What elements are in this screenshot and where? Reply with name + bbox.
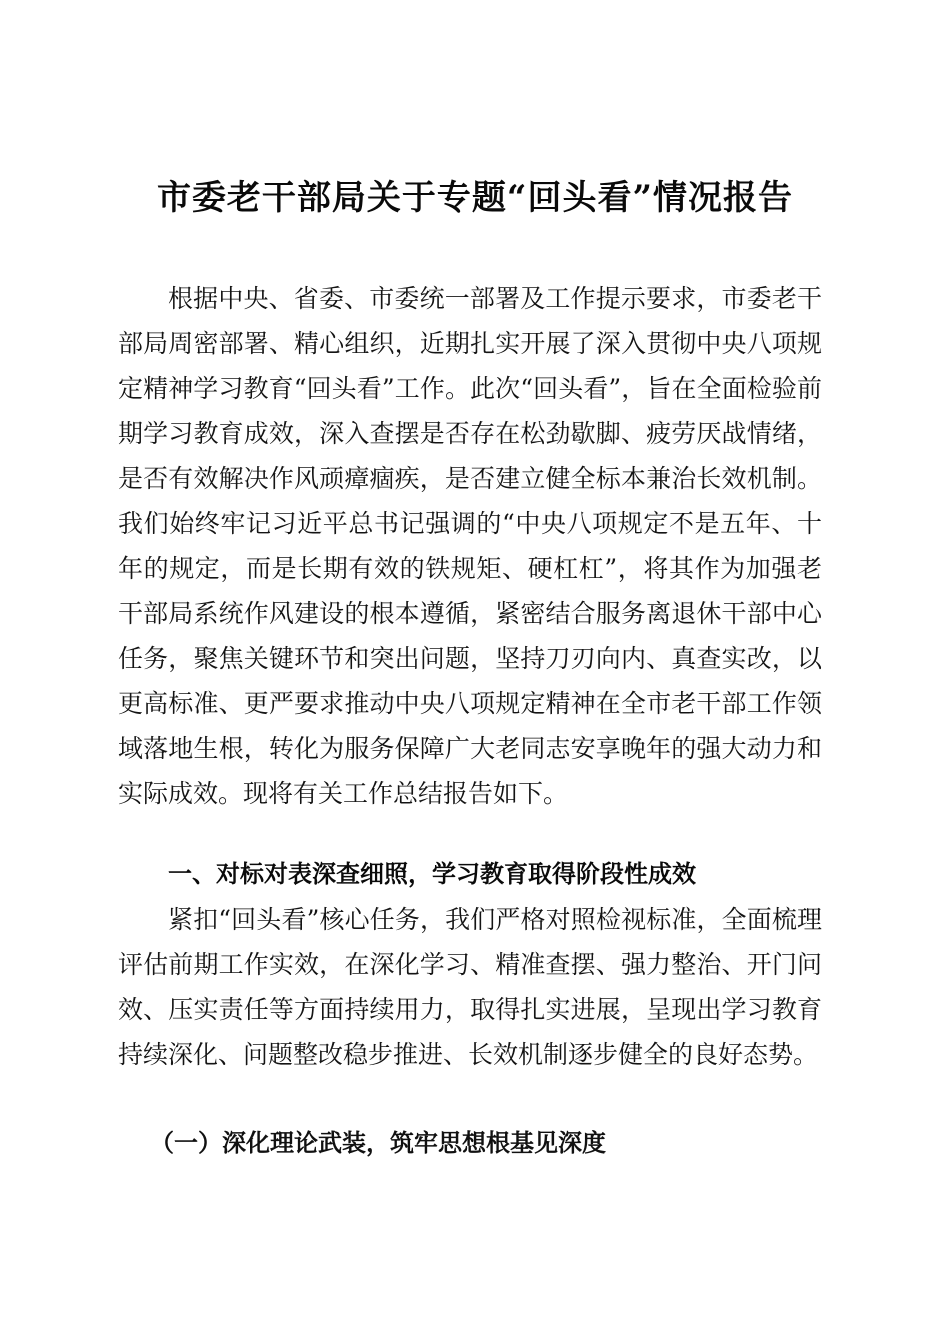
section-heading-1: 一、对标对表深查细照，学习教育取得阶段性成效	[168, 860, 696, 888]
subsection-heading-1: （一）深化理论武装，筑牢思想根基见深度	[150, 1128, 606, 1157]
intro-paragraph: 根据中央、省委、市委统一部署及工作提示要求，市委老干部局周密部署、精心组织，近期扎实开展了深入贯彻中央八项规定精神学习教育“回头看”工作。此次“回头看”，旨在全面检验前期学习教育成效，深入查摆是否存在松劲歇脚、疲劳厌战情绪，是否有效解决作风顽瘴痼疾，是否建立健全标本兼治长效机制。我们始终牢记习近平总书记强调的“中央八项规定不是五年、十年的规定，而是长期有效的铁规矩、硬杠杠”，将其作为加强老干部局系统作风建设的根本遵循，紧密结合服务离退休干部中心任务，聚焦关键环节和突出问题，坚持刀刃向内、真查实改，以更高标准、更严要求推动中央八项规定精神在全市老干部工作领域落地生根，转化为服务保障广大老同志安享晚年的强大动力和实际成效。现将有关工作总结报告如下。	[118, 284, 822, 808]
section-1-paragraph: 紧扣“回头看”核心任务，我们严格对照检视标准，全面梳理评估前期工作实效，在深化学习、精准查摆、强力整治、开门问效、压实责任等方面持续用力，取得扎实进展，呈现出学习教育持续深化、问题整改稳步推进、长效机制逐步健全的良好态势。	[118, 905, 822, 1069]
document-title: 市委老干部局关于专题“回头看”情况报告	[156, 178, 794, 218]
